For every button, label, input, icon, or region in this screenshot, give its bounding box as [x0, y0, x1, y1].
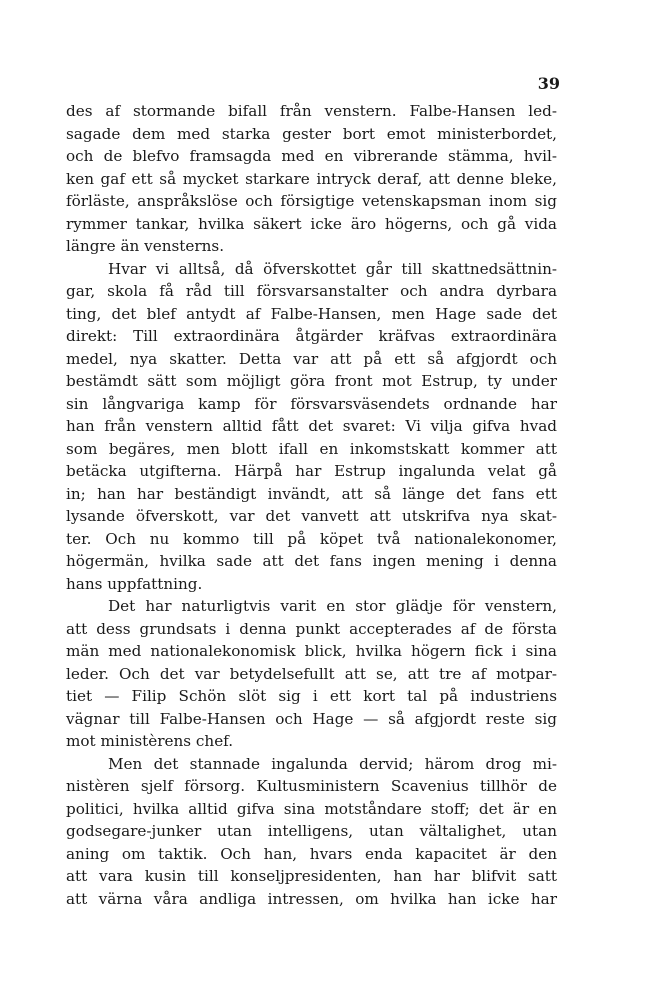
text-line: Men det stannade ingalunda dervid; härom drog mi-: [108, 754, 557, 773]
text-line: ter. Och nu kommo till på köpet två nationalekonomer,: [66, 529, 557, 548]
text-line: att vara kusin till konseljpresidenten, han har blifvit satt: [66, 867, 557, 885]
text-line: förläste, anspråkslöse och försigtige vetenskapsman inom sig: [66, 192, 557, 210]
text-line: mot ministèrens chef.: [66, 732, 234, 750]
text-line: lysande öfverskott, var det vanvett att utskrifva nya skat-: [66, 507, 557, 525]
text-line: att dess grundsats i denna punkt accepterades af de första: [66, 619, 557, 638]
paragraph-3: [66, 595, 557, 753]
text-line: och de blefvo framsagda med en vibrerande stämma, hvil-: [66, 147, 557, 165]
text-line: längre än vensterns.: [66, 237, 225, 255]
paragraph-1: [66, 100, 557, 258]
body-text: [66, 100, 557, 910]
text-line: rymmer tankar, hvilka säkert icke äro högerns, och gå vida: [66, 214, 557, 233]
paragraph-4: [66, 753, 557, 911]
text-line: aning om taktik. Och han, hvars enda kapacitet är den: [66, 844, 557, 863]
text-line: bestämdt sätt som möjligt göra front mot Estrup, ty under: [66, 372, 557, 390]
text-line: godsegare-junker utan intelligens, utan vältalighet, utan: [66, 822, 557, 840]
text-line: in; han har beständigt invändt, att så länge det fans ett: [66, 484, 557, 503]
text-line: ken gaf ett så mycket starkare intryck deraf, att denne bleke,: [66, 169, 557, 188]
text-line: sagade dem med starka gester bort emot ministerbordet,: [66, 124, 557, 143]
text-line: des af stormande bifall från venstern. Falbe-Hansen led-: [66, 102, 557, 120]
text-line: Det har naturligtvis varit en stor glädje för venstern,: [108, 597, 557, 615]
text-line: medel, nya skatter. Detta var att på ett så afgjordt och: [66, 349, 557, 368]
text-line: politici, hvilka alltid gifva sina motståndare stoff; det är en: [66, 799, 557, 818]
text-line: vägnar till Falbe-Hansen och Hage — så afgjordt reste sig: [66, 709, 557, 728]
page-number: 39: [537, 74, 560, 93]
text-line: som begäres, men blott ifall en inkomstskatt kommer att: [66, 439, 557, 458]
text-line: Hvar vi alltså, då öfverskottet går till skattnedsättnin-: [108, 259, 557, 278]
text-line: nistèren sjelf försorg. Kultusministern Scavenius tillhör de: [66, 777, 557, 795]
paragraph-2: [66, 258, 557, 596]
text-line: hans uppfattning.: [66, 574, 203, 593]
text-line: han från venstern alltid fått det svaret: Vi vilja gifva hvad: [66, 417, 557, 435]
text-line: högermän, hvilka sade att det fans ingen mening i denna: [66, 552, 557, 570]
text-line: män med nationalekonomisk blick, hvilka högern fick i sina: [66, 642, 557, 660]
text-line: ting, det blef antydt af Falbe-Hansen, men Hage sade det: [66, 304, 557, 323]
text-line: direkt: Till extraordinära åtgärder kräfvas extraordinära: [66, 327, 557, 345]
text-line: gar, skola få råd till försvarsanstalter och andra dyrbara: [66, 282, 557, 300]
text-line: betäcka utgifterna. Härpå har Estrup ingalunda velat gå: [66, 462, 557, 480]
text-line: att värna våra andliga intressen, om hvilka han icke har: [66, 889, 557, 908]
text-line: leder. Och det var betydelsefullt att se, att tre af motpar-: [66, 664, 557, 683]
text-line: sin långvariga kamp för försvarsväsendets ordnande har: [66, 394, 557, 413]
text-line: tiet — Filip Schön slöt sig i ett kort tal på industriens: [66, 687, 557, 705]
